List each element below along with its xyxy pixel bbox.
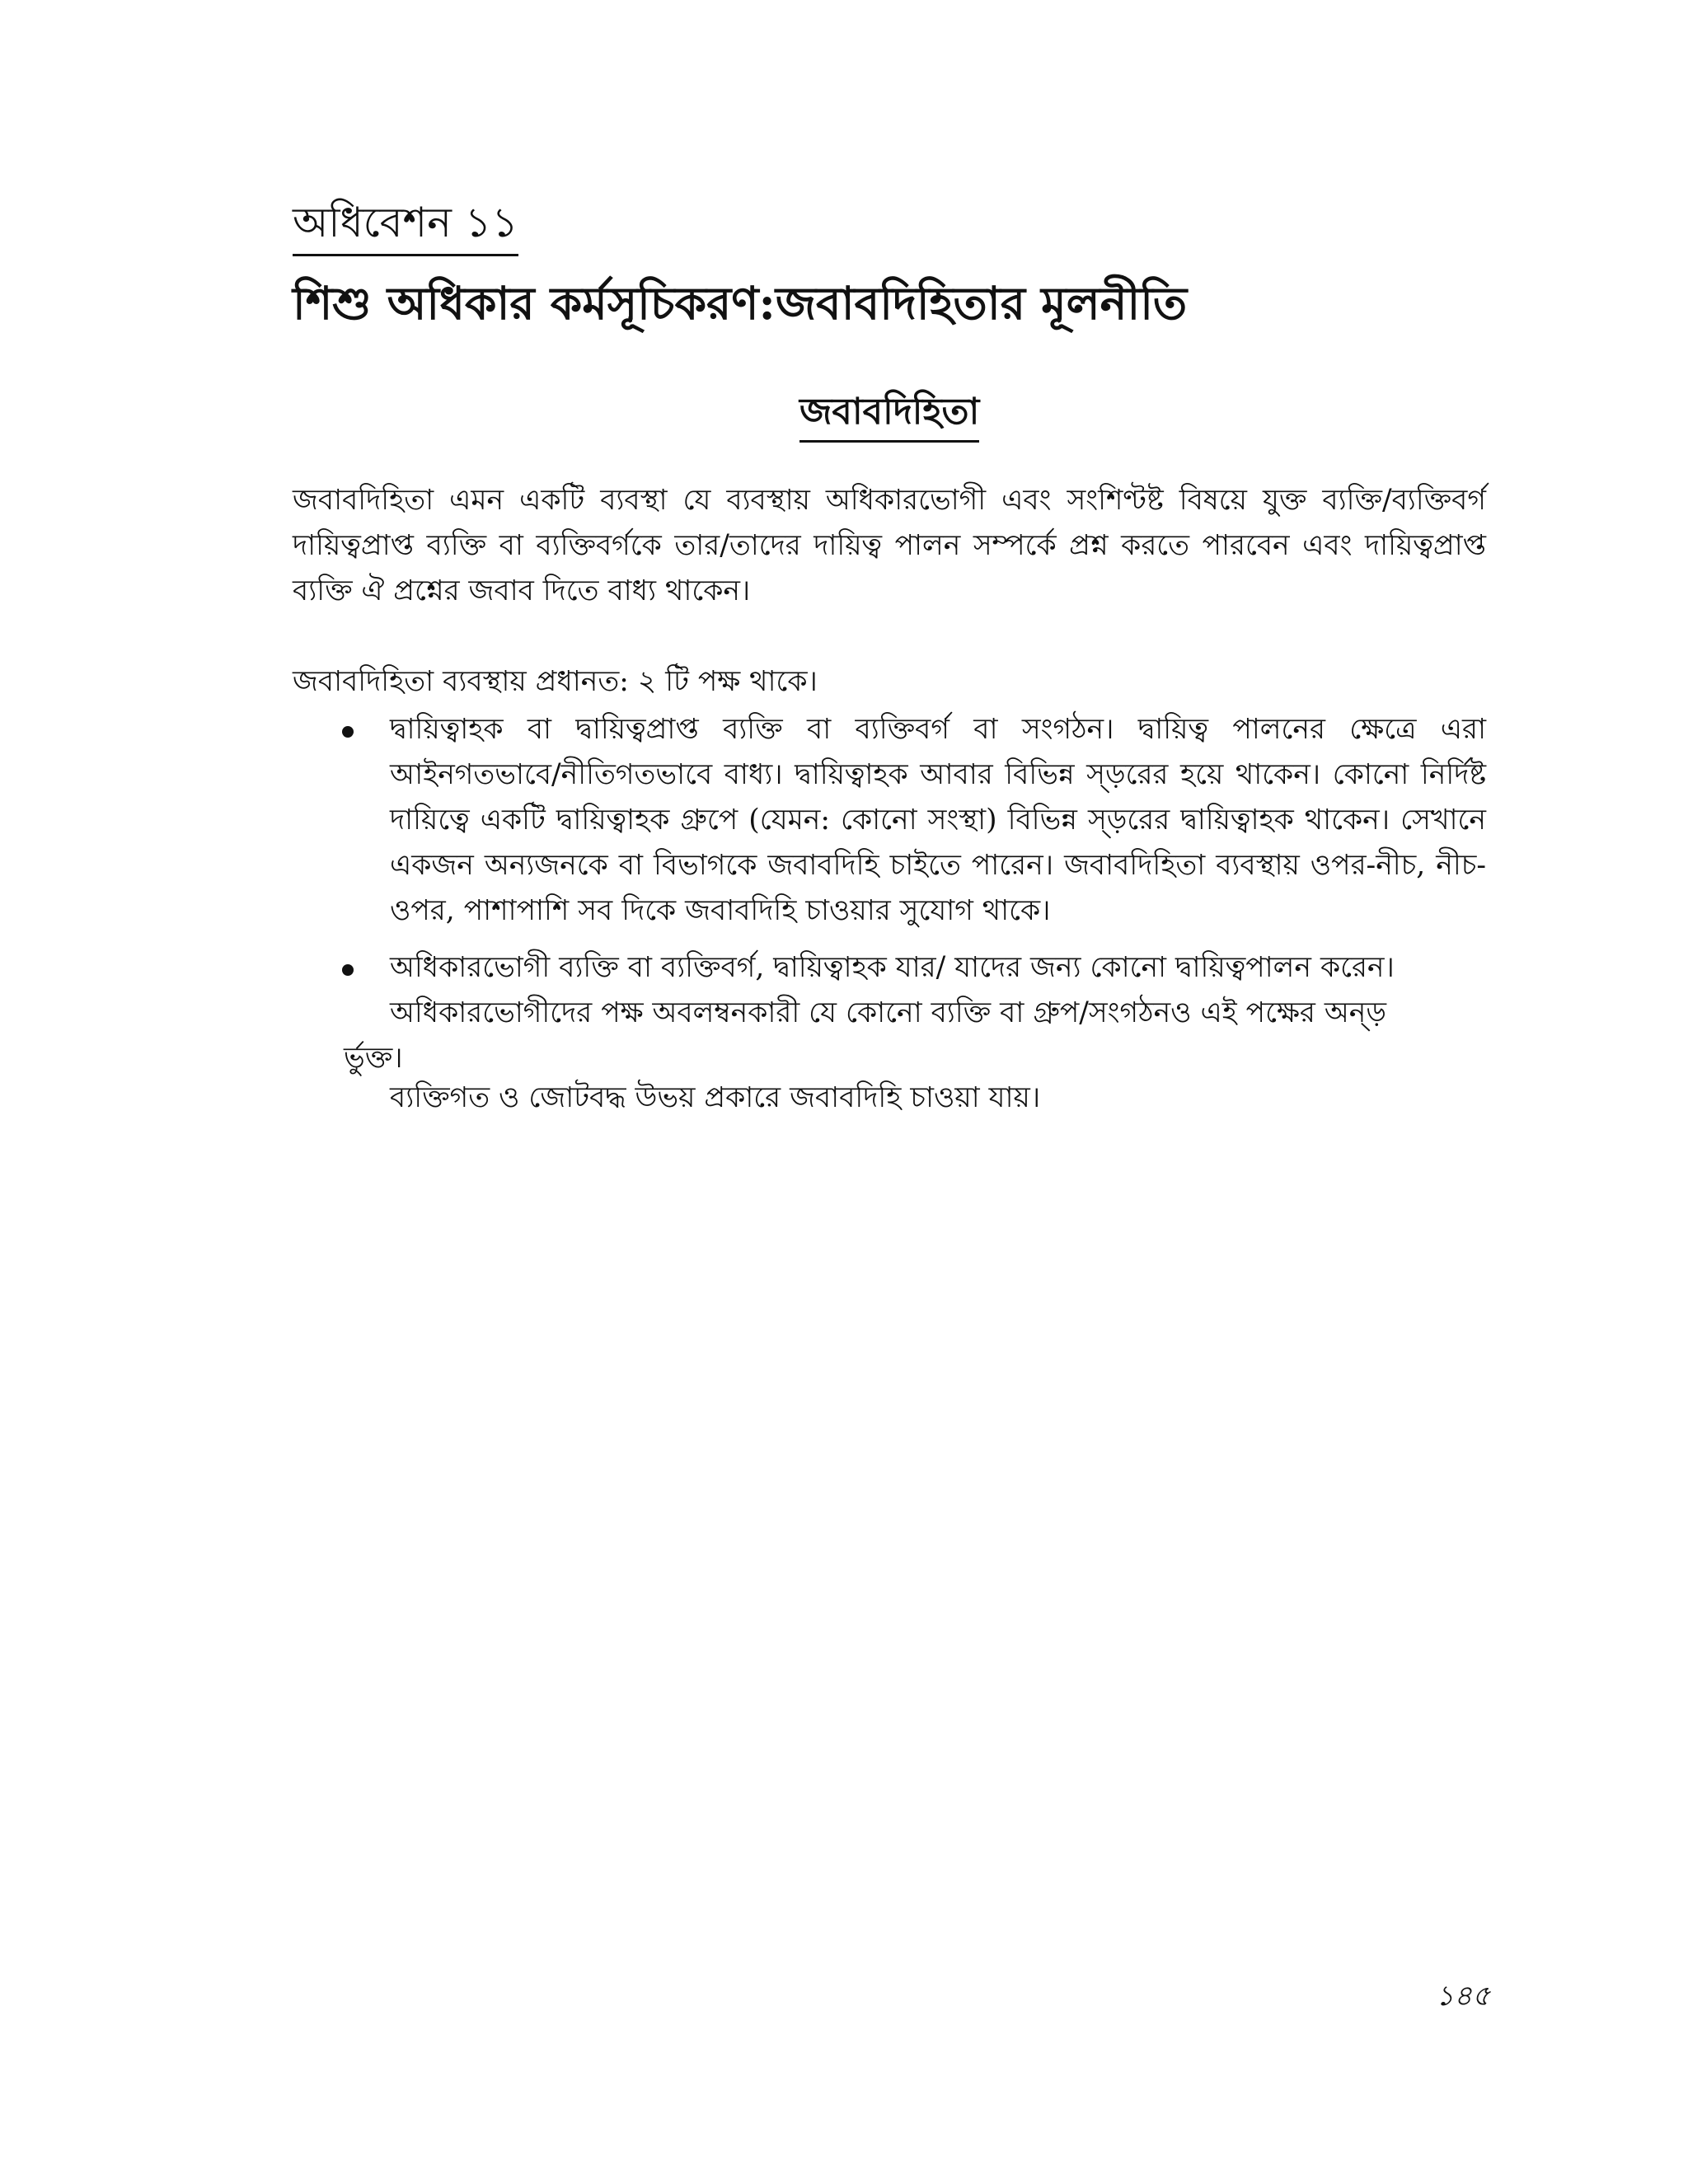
parties-list: [293, 707, 1486, 1081]
session-label: অধিবেশন ১১: [293, 196, 518, 256]
closing-line: ব্যক্তিগত ও জোটবদ্ধ উভয় প্রকারে জবাবদিহি চাওয়া যায়।: [390, 1081, 1041, 1114]
section-heading: জবাবদিহিতা: [799, 387, 979, 443]
page-title: শিশু অধিকার কর্মসূচিকরণ:জবাবদিহিতার মূলনীতি: [293, 276, 1188, 330]
bullet-icon: [342, 964, 354, 976]
list-item: [293, 707, 1486, 934]
party-note: অধিকারভোগীদের পক্ষ অবলম্বনকারী যে কোনো ব্যক্তি বা গ্রুপ/সংগঠনও এই পক্ষের অন্ড়: [390, 996, 1386, 1029]
list-item: [293, 945, 1486, 991]
bullet-icon: [342, 726, 354, 738]
page-number: ১৪৫: [1436, 1980, 1491, 2013]
party-note-tail: র্ভুক্ত।: [344, 1042, 403, 1075]
parties-intro: জবাবদিহিতা ব্যবস্থায় প্রধানত: ২ টি পক্ষ থাকে।: [293, 665, 818, 698]
party-note-block: [293, 991, 1486, 1081]
party-text: দ্বায়িত্বাহক বা দ্বায়িত্বপ্রাপ্ত ব্যক্তি বা ব্যক্তিবর্গ বা সংগঠন। দ্বায়িত্ব পালনের ক্ষেত্রে এরা আইনগতভাবে/নীতিগতভাবে বাধ্য। দ্বায়িত্বাহক আবার বিভিন্ন স্ড়রের হয়ে থাকেন। কোনো নির্দিষ্ট দায়িত্বে একটি দ্বায়িত্বাহক গ্রুপে (যেমন: কোনো সংস্থা) বিভিন্ন স্ড়রের দ্বায়িত্বাহক থাকেন। সেখানে একজন অন্যজনকে বা বিভাগকে জবাবদিহি চাইতে পারেন। জবাবদিহিতা ব্যবস্থায় ওপর-নীচ, নীচ-ওপর, পাশাপাশি সব দিকে জবাবদিহি চাওয়ার সুযোগ থাকে।: [390, 713, 1486, 927]
definition-paragraph: জবাবদিহিতা এমন একটি ব্যবস্থা যে ব্যবস্থায় অধিকারভোগী এবং সংশিণ্টষ্ট বিষয়ে যুক্ত ব্যক্তি/ব্যক্তিবর্গ দায়িত্বপ্রাপ্ত ব্যক্তি বা ব্যক্তিবর্গকে তার/তাদের দায়িত্ব পালন সম্পর্কে প্রশ্ন করতে পারবেন এবং দায়িত্বপ্রাপ্ত ব্যক্তি ঐ প্রশ্নের জবাব দিতে বাধ্য থাকেন।: [293, 484, 1486, 607]
party-text: অধিকারভোগী ব্যক্তি বা ব্যক্তিবর্গ, দ্বায়িত্বাহক যার/ যাদের জন্য কোনো দ্বায়িত্বপালন করেন।: [390, 951, 1395, 984]
